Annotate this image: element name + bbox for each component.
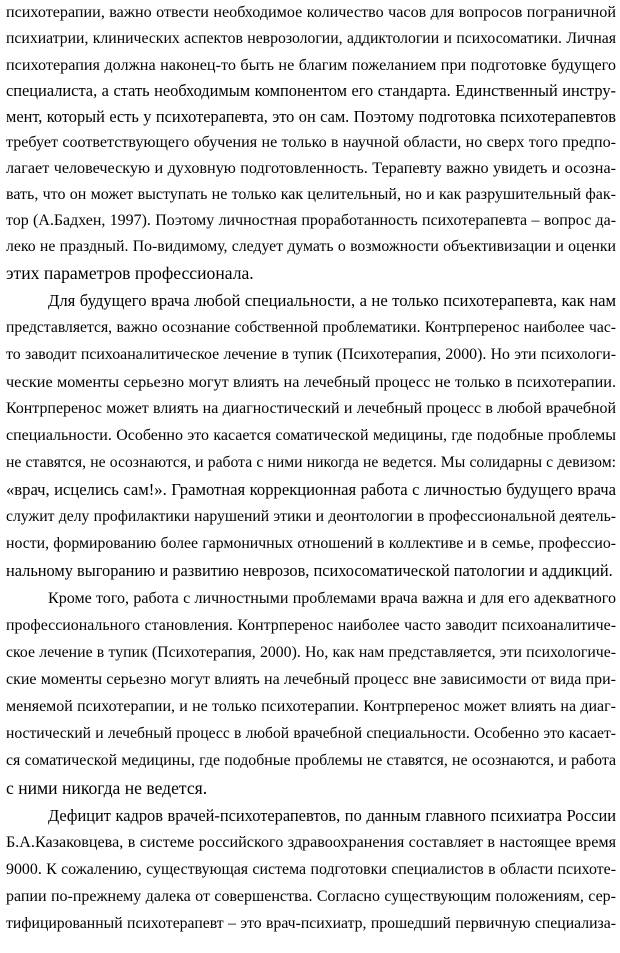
text-line: ческие моменты серьезно могут влиять на лечебный процесс не только в психотерапии. (6, 373, 616, 391)
text-line: профессионального становления. Контрперенос наиболее часто заводит психоаналитиче- (6, 617, 616, 634)
text-line: нальному выгоранию и развитию неврозов, психосоматической патологии и аддикций. (6, 561, 613, 580)
paragraph-first-line: Для будущего врача любой специальности, а не только психотерапевта, как нам (48, 291, 616, 310)
text-line: 9000. К сожалению, существующая система подготовки специалистов в области психоте- (6, 861, 616, 878)
text-line: психотерапия должна наконец-то быть не благим пожеланием при подготовке будущего (6, 56, 616, 74)
text-line: мент, который есть у психотерапевта, это он сам. Поэтому подготовка психотерапевтов (6, 107, 616, 126)
text-line: вать, что он может выступать не только как целительный, но и как разрушительный фак- (6, 186, 616, 203)
text-line: тифицированный психотерапевт – это врач-психиатр, прошедший первичную специализа- (6, 915, 616, 932)
text-line: не ставятся, не осознаются, и работа с ними никогда не ведется. Мы солидарны с девизом: (6, 454, 616, 471)
text-line: ности, формированию более гармоничных отношений в коллективе и в семье, профессио- (6, 535, 616, 552)
text-line: психиатрии, клинических аспектов неврозологии, аддиктологии и психосоматики. Личная (6, 30, 616, 47)
text-line: ское лечение в тупик (Психотерапия, 2000). Но, как нам представляется, эти психологиче- (6, 644, 616, 661)
text-line: служит делу профилактики нарушений этики и деонтологии в профессиональной деятель- (6, 508, 616, 525)
text-line: Контрперенос может влиять на диагностический и лечебный процесс в любой врачебной (6, 400, 616, 417)
paragraph-first-line: Дефицит кадров врачей-психотерапевтов, по данным главного психиатра России (48, 806, 616, 825)
text-line: ся соматической медицины, где подобные проблемы не ставятся, не осознаются, и работа (6, 752, 616, 769)
text-line: специалиста, а стать необходимым компонентом его стандарта. Единственный инстру- (6, 81, 616, 100)
text-line: рапии по-прежнему далека от совершенства. Согласно существующим положениям, сер- (6, 888, 616, 905)
paragraph-first-line: Кроме того, работа с личностными проблемами врача важна и для его адекватного (48, 590, 616, 607)
text-line: «врач, исцелись сам!». Грамотная коррекционная работа с личностью будущего врача (6, 480, 616, 499)
text-line: этих параметров профессионала. (6, 263, 254, 283)
text-line: леко не праздный. По-видимому, следует думать о возможности объективизации и оценки (6, 238, 616, 255)
text-line: лагает человеческую и духовную подготовленность. Терапевту важно увидеть и осозна- (6, 160, 616, 177)
text-line: представляется, важно осознание собственной проблематики. Контрперенос наиболее час- (6, 319, 616, 336)
text-line: психотерапии, важно отвести необходимое количество часов для вопросов пограничной (6, 4, 616, 21)
text-line: меняемой психотерапии, и не только психотерапии. Контрперенос может влиять на диаг- (6, 698, 616, 715)
text-line: ностический и лечебный процесс в любой врачебной специальности. Особенно это касает- (6, 725, 616, 742)
text-line: тор (А.Бадхен, 1997). Поэтому личностная проработанность психотерапевта – вопрос да- (6, 212, 616, 229)
text-line: то заводит психоаналитическое лечение в тупик (Психотерапия, 2000). Но эти психологи- (6, 346, 616, 363)
text-line: специальности. Особенно это касается соматической медицины, где подобные проблемы (6, 427, 616, 444)
text-line: с ними никогда не ведется. (6, 778, 208, 798)
text-line: ские моменты серьезно могут влиять на лечебный процесс вне зависимости от вида при- (6, 671, 616, 688)
text-line: требует соответствующего обучения не только в научной области, но сверх того предпо- (6, 134, 616, 151)
text-line: Б.А.Казаковцева, в системе российского здравоохранения составляет в настоящее время (6, 834, 616, 851)
